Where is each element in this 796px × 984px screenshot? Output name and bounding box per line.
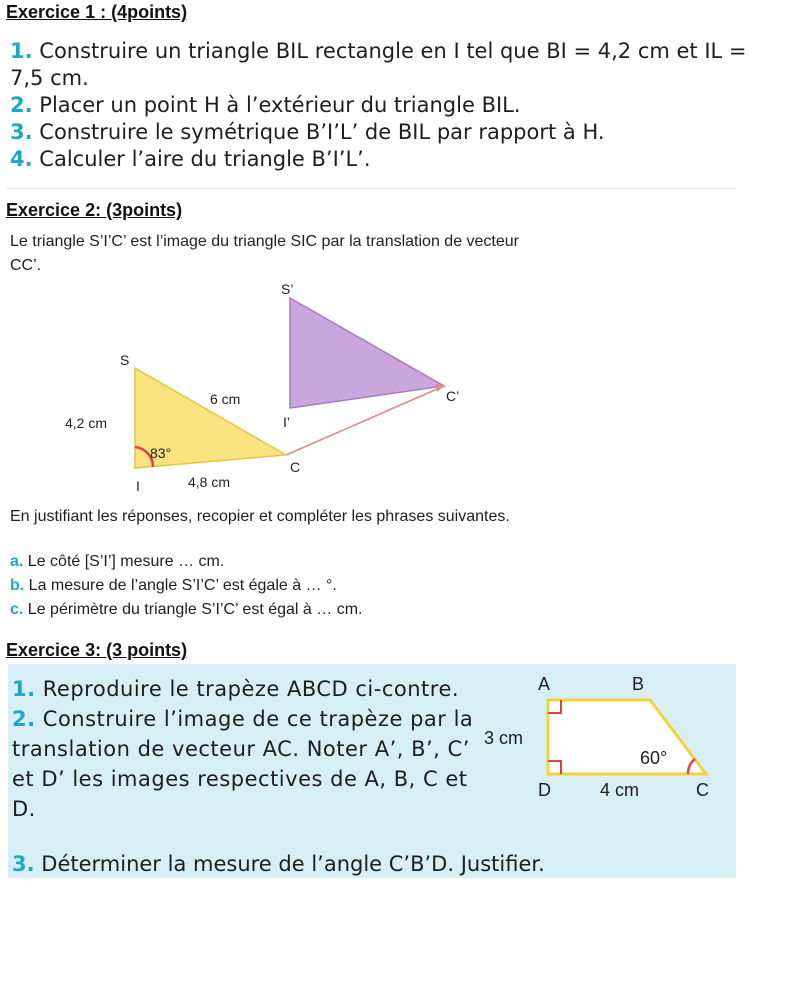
label-a: A <box>538 674 551 694</box>
item-letter: b. <box>10 577 25 594</box>
item-number: 1. <box>12 677 36 701</box>
label-s-prime: S’ <box>281 281 294 297</box>
item-number: 1. <box>10 39 33 63</box>
exercise2-intro: Le triangle S’I’C’ est l’image du triangle SIC par la translation de vecteur CC’. <box>10 233 519 274</box>
label-dc-length: 4 cm <box>600 780 640 800</box>
trapezoid-abcd <box>548 700 706 774</box>
item-number: 2. <box>10 93 33 117</box>
label-si-length: 4,2 cm <box>65 415 108 431</box>
item-letter: c. <box>10 601 24 618</box>
item-text: Construire le symétrique B’I’L’ de BIL par rapport à H. <box>39 120 605 144</box>
item-text: Le périmètre du triangle S’I’C’ est égal à … cm. <box>27 601 363 618</box>
label-ic-length: 4,8 cm <box>188 474 231 490</box>
label-i: I <box>136 478 140 494</box>
exercise2-instruction: En justifiant les réponses, recopier et compléter les phrases suivantes. <box>10 508 510 525</box>
label-sc-length: 6 cm <box>210 391 241 407</box>
item-letter: a. <box>10 553 24 570</box>
item-text: Déterminer la mesure de l’angle C’B’D. Justifier. <box>41 852 545 876</box>
item-number: 3. <box>12 852 35 876</box>
label-c-prime: C’ <box>446 388 460 404</box>
item-text: Le côté [S’I’] mesure … cm. <box>27 553 225 570</box>
label-s: S <box>120 352 130 368</box>
item-number: 2. <box>12 707 36 731</box>
exercise2-title: Exercice 2: (3points) <box>6 200 183 220</box>
label-b: B <box>632 674 645 694</box>
item-text: Reproduire le trapèze ABCD ci-contre. <box>42 677 460 701</box>
label-angle-60: 60° <box>640 748 668 768</box>
exercise1-title: Exercice 1 : (4points) <box>6 2 188 22</box>
item-text: Construire l’image de ce trapèze par la translation de vecteur AC. Noter A’, B’, C’ et D’ les images respectives de A, B, C et D. <box>12 707 474 821</box>
label-d: D <box>538 780 551 800</box>
exercise3-title: Exercice 3: (3 points) <box>6 640 188 660</box>
item-text: La mesure de l’angle S’I’C’ est égale à … °. <box>28 577 337 594</box>
label-i-prime: I’ <box>283 414 290 430</box>
label-c3: C <box>696 780 709 800</box>
item-text: Calculer l’aire du triangle B’I’L’. <box>39 147 371 171</box>
label-c: C <box>290 459 301 475</box>
item-text: Construire un triangle BIL rectangle en I tel que BI = 4,2 cm et IL = 7,5 cm. <box>10 39 747 90</box>
item-number: 3. <box>10 120 33 144</box>
label-angle: 83° <box>150 445 172 461</box>
item-text: Placer un point H à l’extérieur du triangle BIL. <box>39 93 521 117</box>
item-number: 4. <box>10 147 33 171</box>
label-ad-length: 3 cm <box>484 728 524 748</box>
